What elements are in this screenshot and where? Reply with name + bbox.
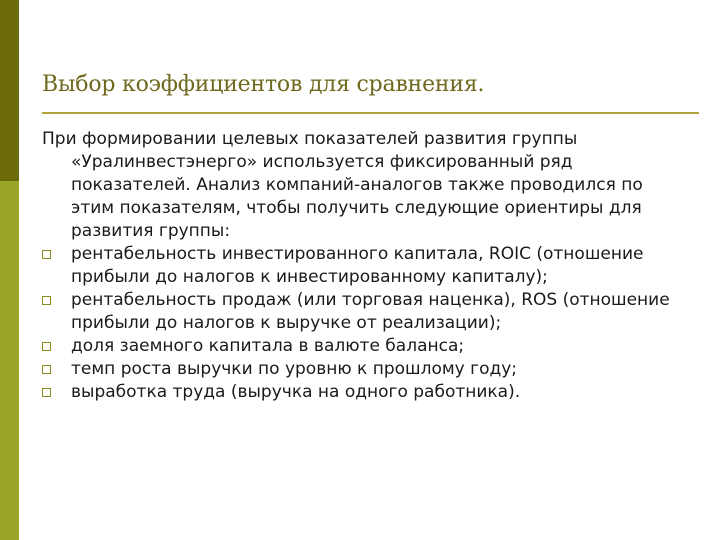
list-item-text: рентабельность продаж (или торговая наценка), ROS (отношение прибыли до налогов к выручке от реализации);	[71, 290, 670, 333]
list-item	[42, 358, 682, 381]
list-item-text: рентабельность инвестированного капитала, ROIC (отношение прибыли до налогов к инвестированному капиталу);	[71, 244, 644, 287]
slide-body	[42, 128, 682, 404]
list-item-text: доля заемного капитала в валюте баланса;	[71, 336, 465, 356]
list-item	[42, 381, 682, 404]
square-bullet-icon	[42, 250, 51, 259]
square-bullet-icon	[42, 365, 51, 374]
title-divider	[42, 112, 699, 114]
bullet-list	[42, 243, 682, 404]
sidebar-decoration-top	[0, 0, 19, 181]
intro-paragraph: При формировании целевых показателей развития группы «Уралинвестэнерго» используется фиксированный ряд показателей. Анализ компаний-аналогов также проводился по этим показателям, чтобы получить следующие ориентиры для развития группы:	[42, 129, 643, 241]
slide-title: Выбор коэффициентов для сравнения.	[42, 72, 485, 97]
list-item	[42, 289, 682, 335]
list-item-text: выработка труда (выручка на одного работника).	[71, 382, 521, 402]
list-item	[42, 243, 682, 289]
list-item	[42, 335, 682, 358]
square-bullet-icon	[42, 388, 51, 397]
sidebar-decoration-bottom	[0, 181, 19, 540]
list-item-text: темп роста выручки по уровню к прошлому году;	[71, 359, 518, 379]
square-bullet-icon	[42, 342, 51, 351]
square-bullet-icon	[42, 296, 51, 305]
